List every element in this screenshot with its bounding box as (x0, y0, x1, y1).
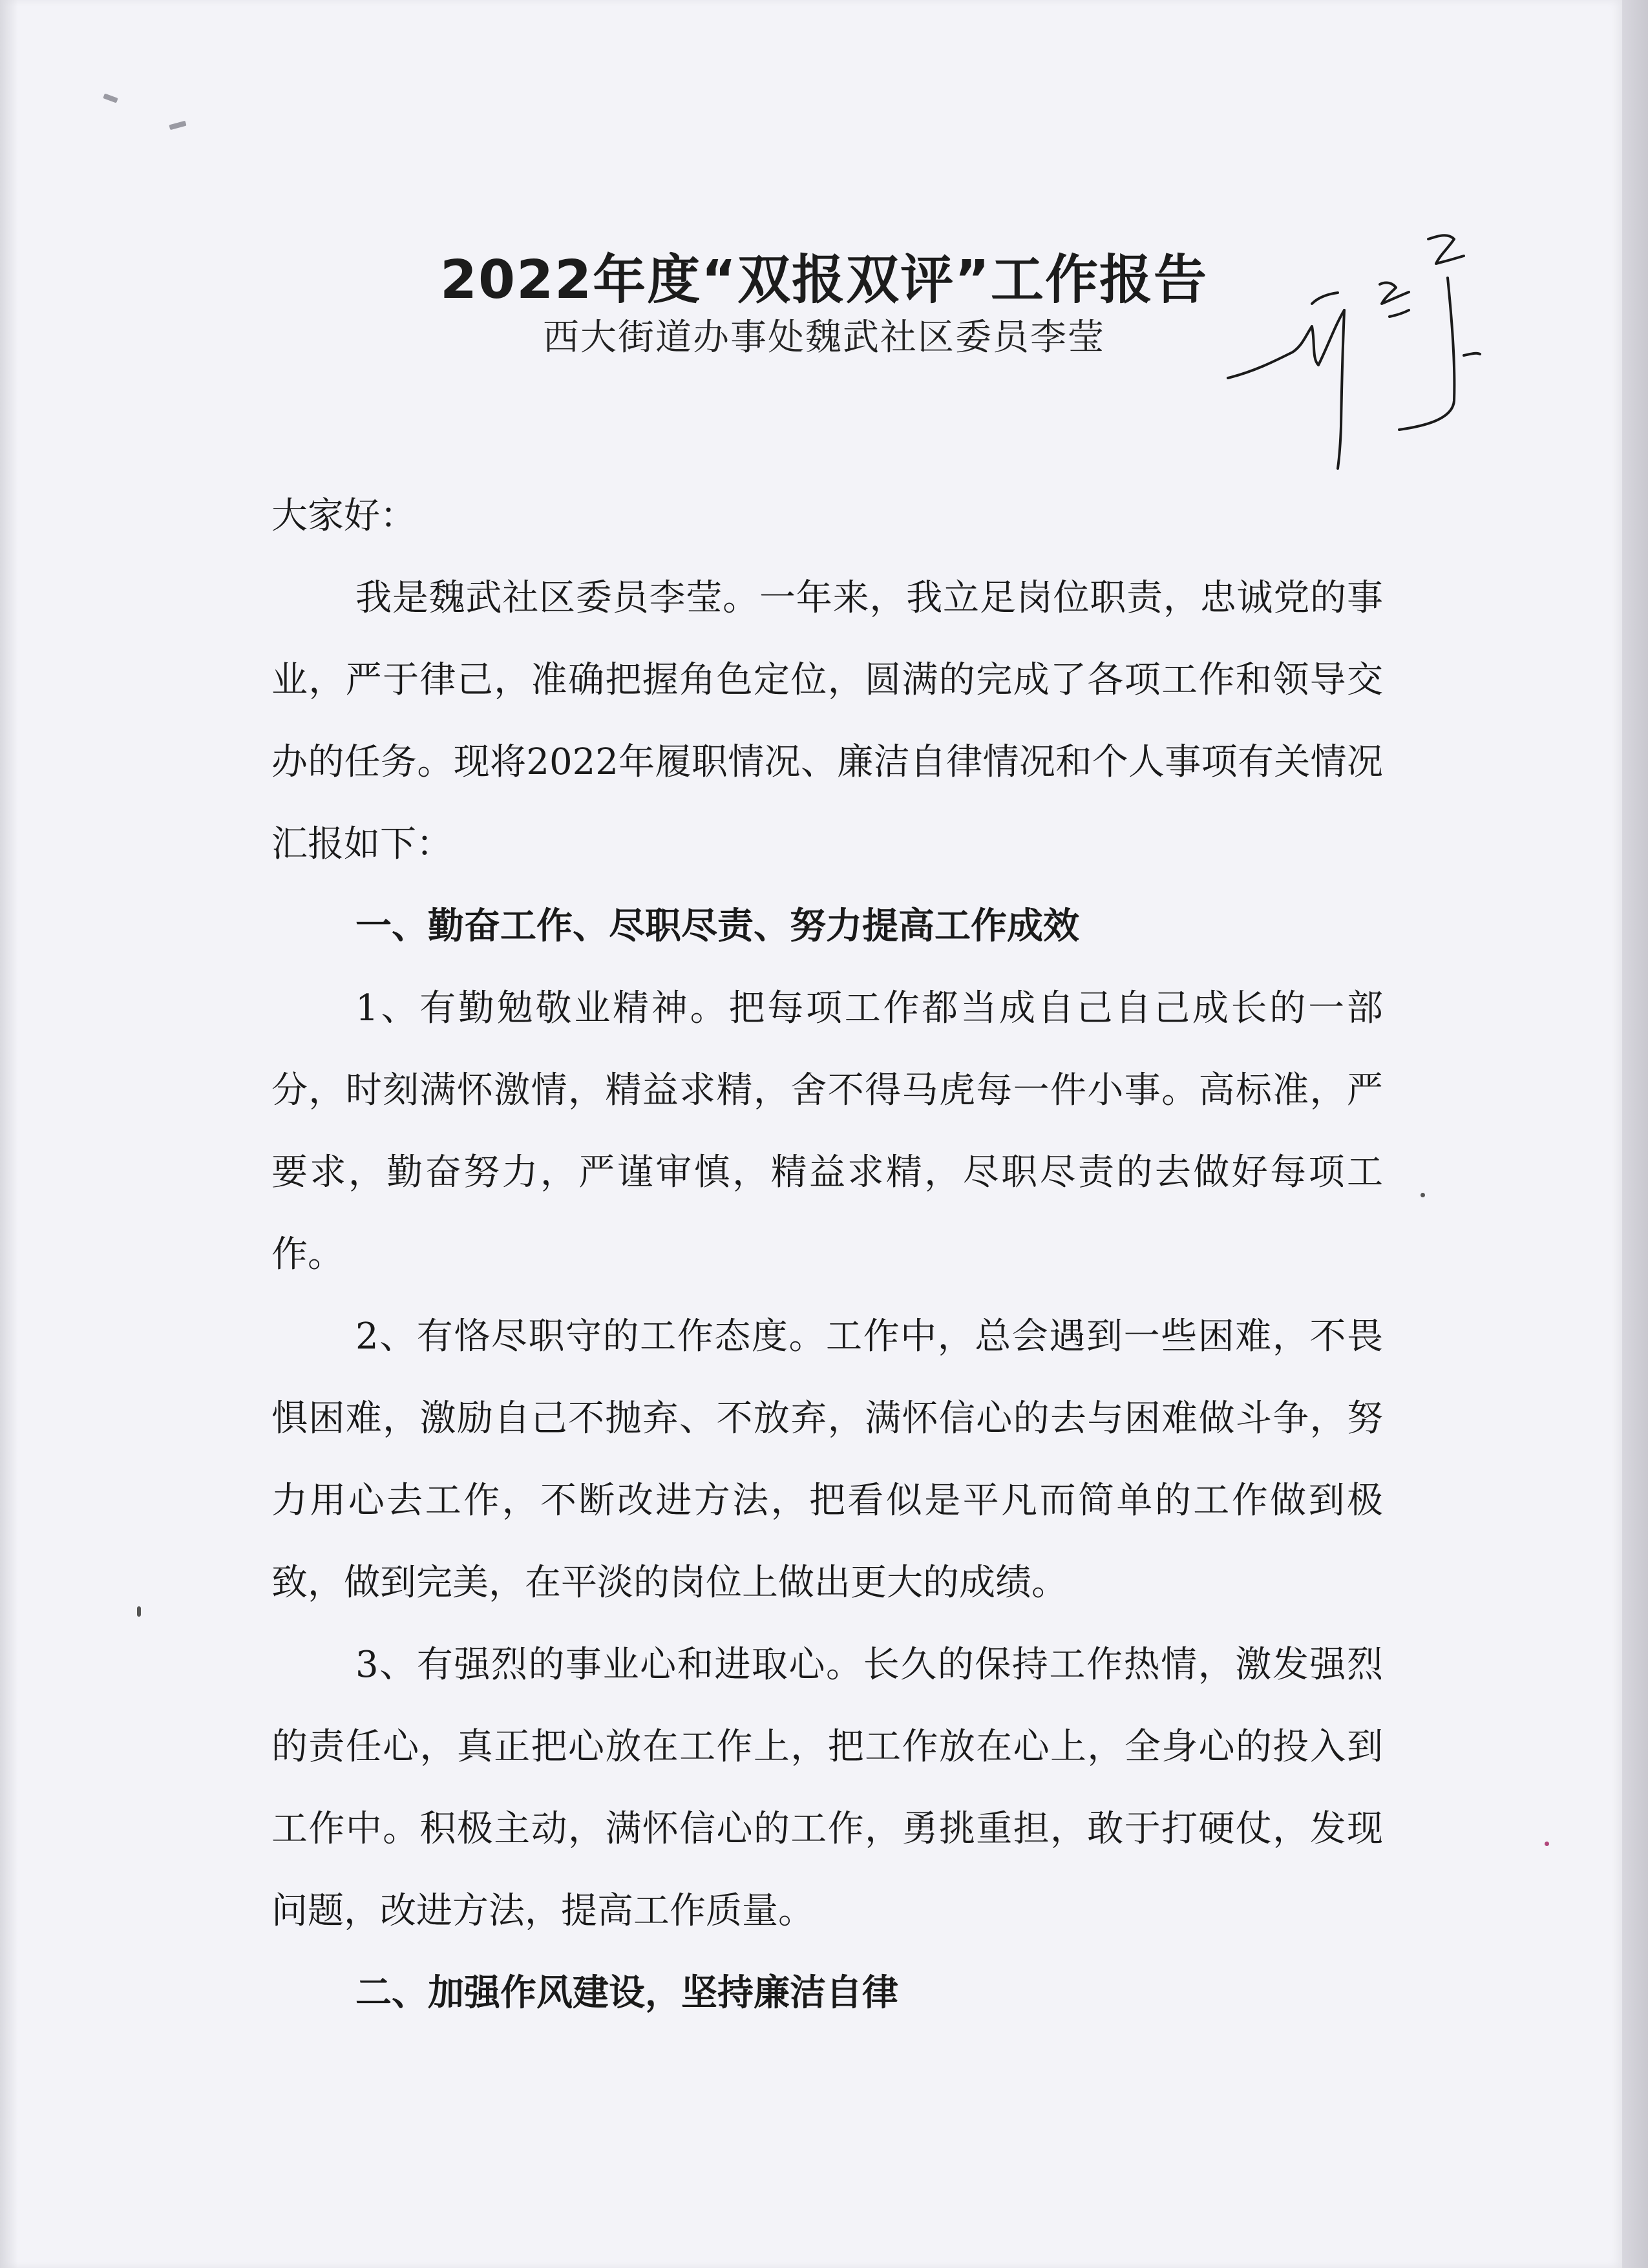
section-heading-2: 二、加强作风建设，坚持廉洁自律 (355, 1971, 898, 2014)
intro-paragraph: 我是魏武社区委员李莹。一年来，我立足岗位职责，忠诚党的事业，严于律己，准确把握角色定位，圆满的完成了各项工作和领导交办的任务。现将2022年履职情况、廉洁自律情况和个人事项有关情况汇报如下： (271, 577, 1383, 865)
greeting-line: 大家好： (271, 495, 416, 537)
item-paragraph-2: 2、有恪尽职守的工作态度。工作中，总会遇到一些困难，不畏惧困难，激励自己不抛弃、不放弃，满怀信心的去与困难做斗争，努力用心去工作，不断改进方法，把看似是平凡而简单的工作做到极致，做到完美，在平淡的岗位上做出更大的成绩。 (271, 1316, 1383, 1604)
scan-speck (137, 1606, 141, 1617)
handwritten-signature (1215, 213, 1506, 485)
item-paragraph-1: 1、有勤勉敬业精神。把每项工作都当成自己自己成长的一部分，时刻满怀激情，精益求精，舍不得马虎每一件小事。高标准，严要求，勤奋努力，严谨审慎，精益求精，尽职尽责的去做好每项工作。 (271, 987, 1383, 1276)
scan-speck (1545, 1842, 1549, 1846)
item-paragraph-3: 3、有强烈的事业心和进取心。长久的保持工作热情，激发强烈的责任心，真正把心放在工作上，把工作放在心上，全身心的投入到工作中。积极主动，满怀信心的工作，勇挑重担，敢于打硬仗，发现问题，改进方法，提高工作质量。 (271, 1644, 1383, 1932)
report-body (271, 475, 1383, 2034)
scan-speck (1421, 1193, 1425, 1197)
page-subtitle: 西大街道办事处魏武社区委员李莹 (543, 317, 1105, 359)
section-heading-1: 一、勤奋工作、尽职尽责、努力提高工作成效 (355, 905, 1079, 947)
page-title: 2022年度“双报双评”工作报告 (439, 249, 1208, 311)
